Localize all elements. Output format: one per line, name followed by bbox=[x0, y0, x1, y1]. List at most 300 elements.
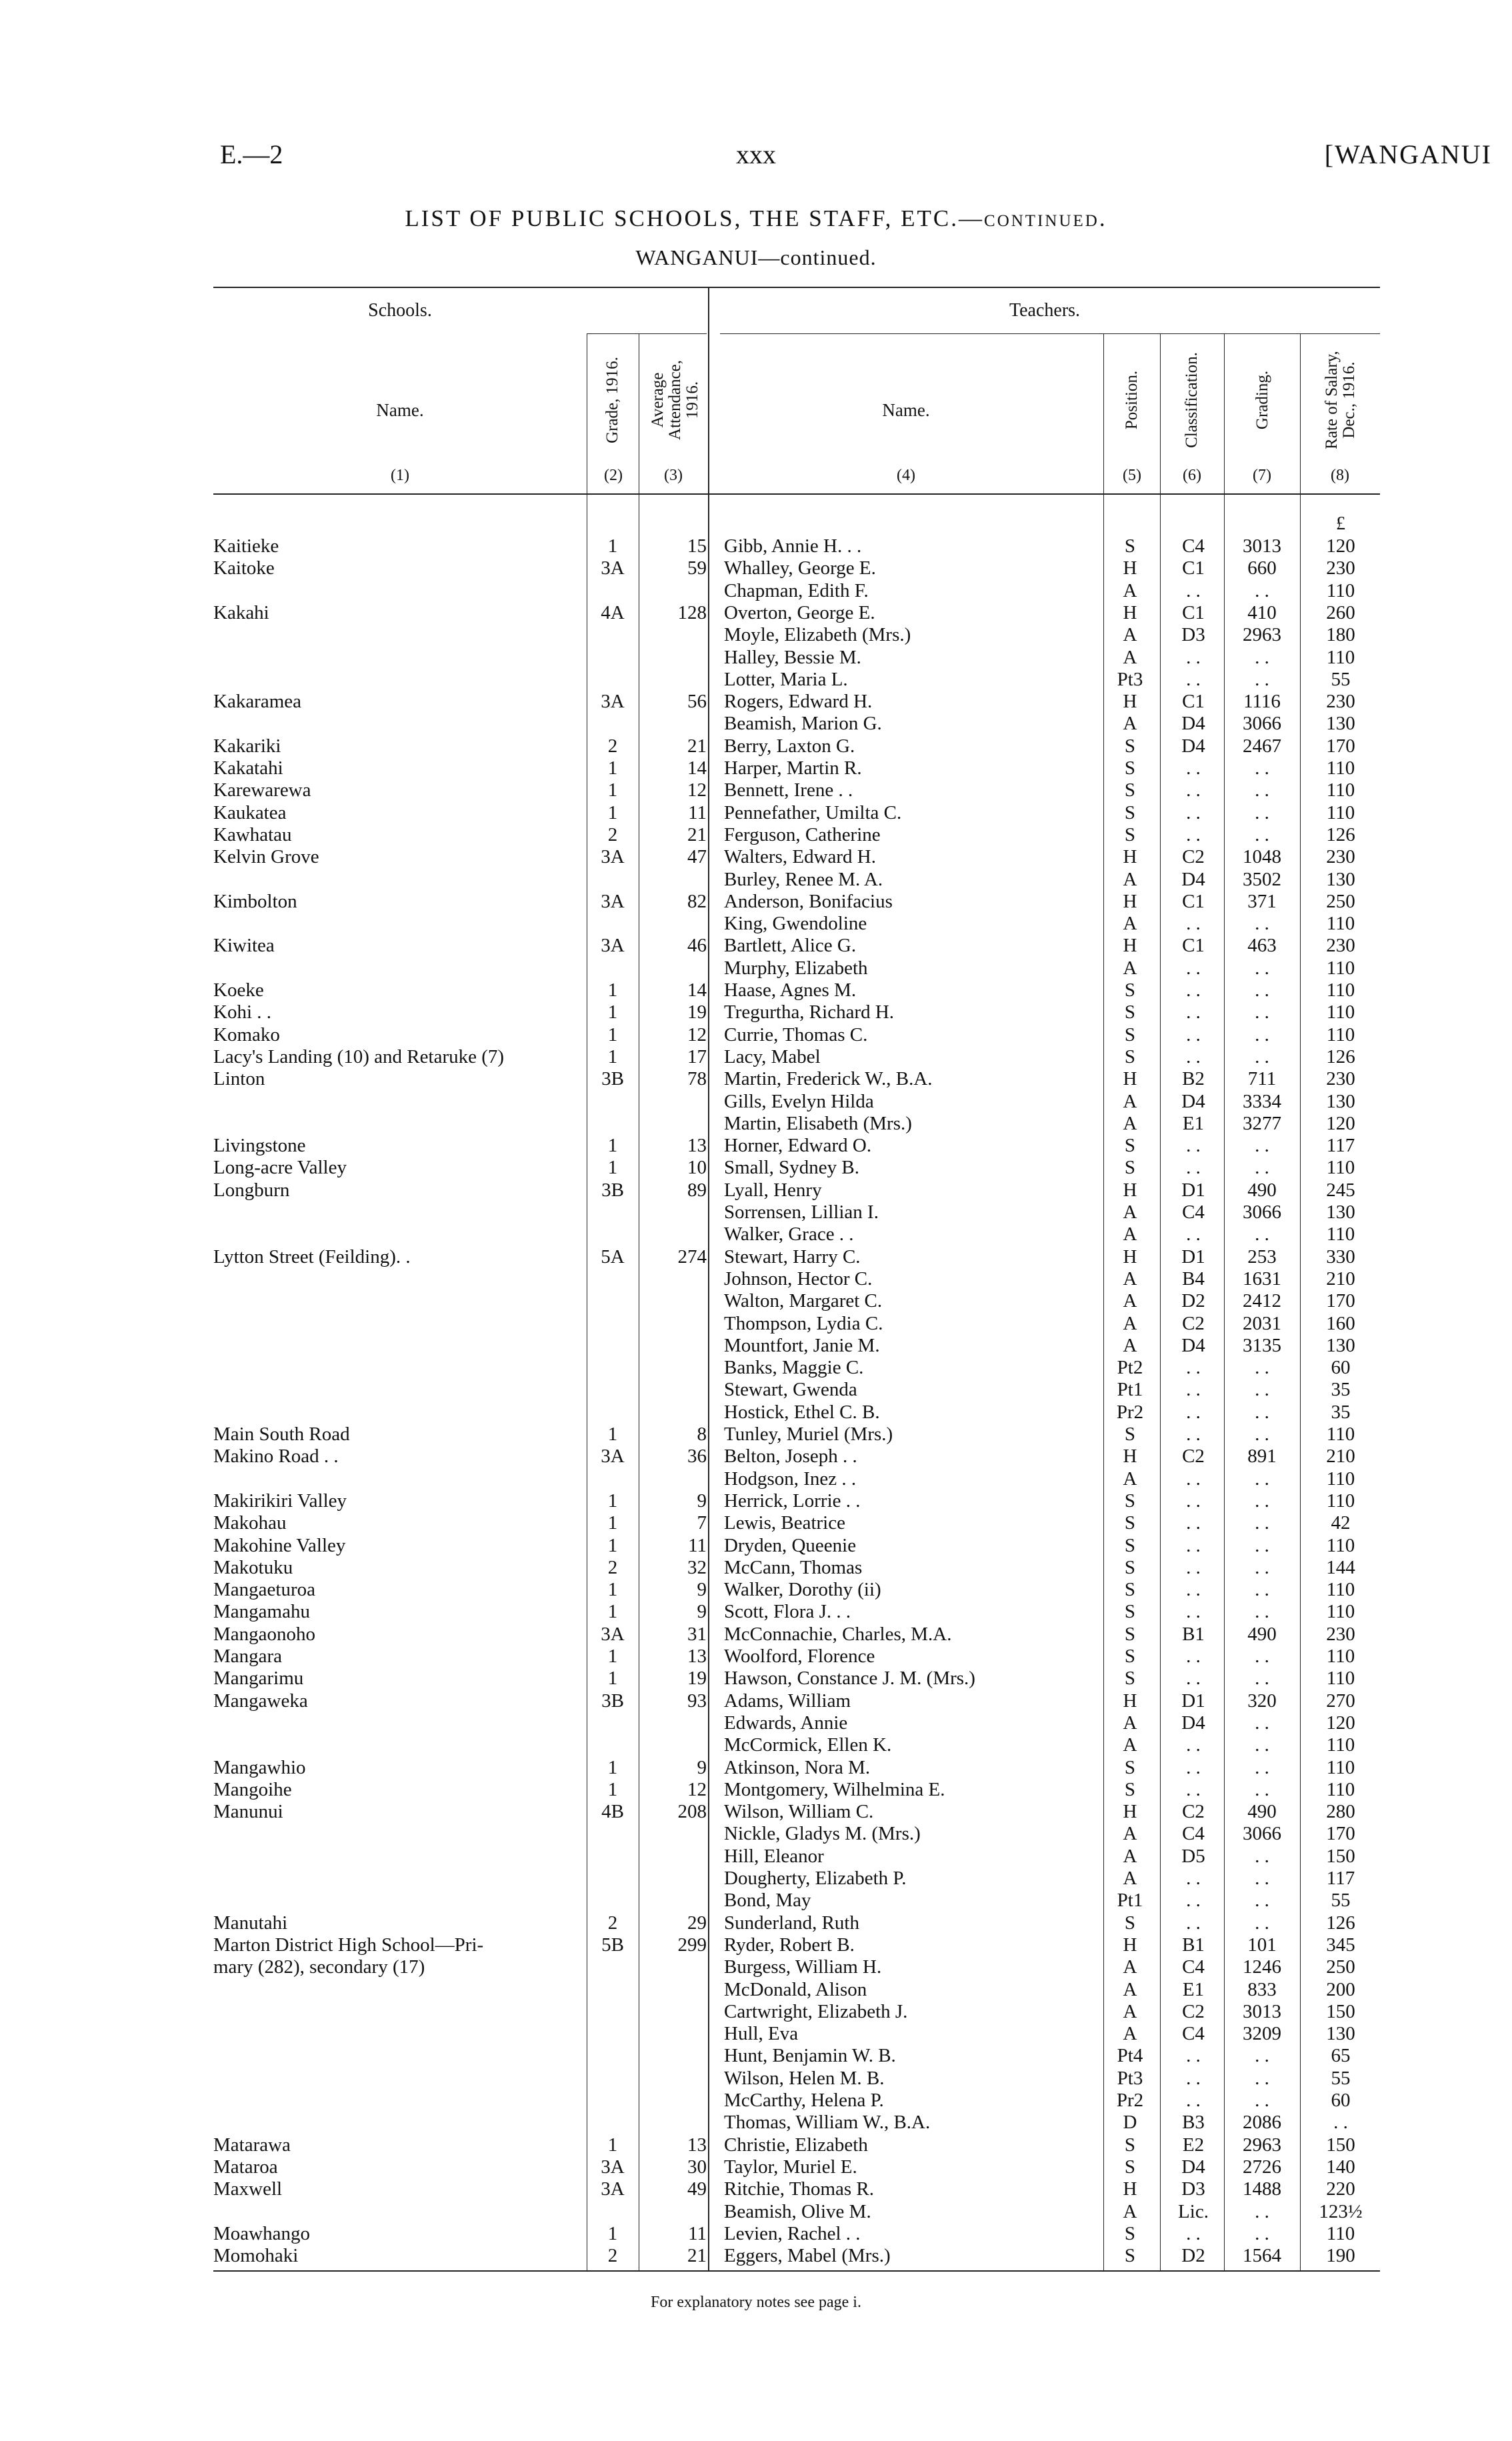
school-name: Kaukatea bbox=[213, 801, 287, 823]
school-attendance: 11 bbox=[688, 2222, 707, 2244]
teacher-position: A bbox=[1123, 2200, 1137, 2222]
teacher-grading: 2726 bbox=[1243, 2156, 1281, 2178]
school-name: Kakatahi bbox=[213, 757, 283, 779]
teacher-position: Pt3 bbox=[1117, 2067, 1143, 2089]
school-name: Mataroa bbox=[213, 2156, 278, 2178]
teacher-classification: . . bbox=[1186, 757, 1201, 779]
teacher-name: Anderson, Bonifacius bbox=[724, 890, 893, 912]
currency-symbol: £ bbox=[1336, 513, 1345, 534]
table-row bbox=[0, 1579, 1512, 1601]
teacher-salary: 42 bbox=[1331, 1512, 1351, 1534]
teacher-classification: E1 bbox=[1182, 1978, 1205, 2000]
school-attendance: 15 bbox=[687, 535, 707, 557]
table-row bbox=[0, 1135, 1512, 1157]
teacher-salary: 110 bbox=[1326, 1468, 1355, 1490]
teacher-salary: 110 bbox=[1326, 579, 1355, 601]
teacher-name-header: Name. bbox=[882, 400, 930, 420]
table-row bbox=[0, 1357, 1512, 1379]
teacher-grading: 1564 bbox=[1243, 2245, 1281, 2267]
teacher-name: Stewart, Harry C. bbox=[724, 1246, 861, 1268]
school-grade: 1 bbox=[607, 1490, 618, 1512]
grade-header: Grade, 1916. bbox=[603, 357, 621, 443]
school-attendance: 17 bbox=[687, 1045, 707, 1067]
table-row bbox=[0, 1313, 1512, 1335]
teacher-grading: 3209 bbox=[1243, 2023, 1281, 2045]
teacher-name: Beamish, Marion G. bbox=[724, 713, 882, 735]
teacher-grading: . . bbox=[1255, 1224, 1269, 1246]
table-row bbox=[0, 1468, 1512, 1490]
table-row bbox=[0, 1024, 1512, 1046]
schools-group-heading: Schools. bbox=[368, 300, 432, 321]
teacher-name: Sorrensen, Lillian I. bbox=[724, 1201, 879, 1223]
teacher-classification: D4 bbox=[1181, 868, 1205, 890]
table-row bbox=[0, 1268, 1512, 1290]
school-attendance: 49 bbox=[687, 2178, 707, 2200]
teacher-name: Hull, Eva bbox=[724, 2023, 799, 2045]
teacher-position: Pr2 bbox=[1116, 1401, 1144, 1423]
school-attendance: 89 bbox=[687, 1179, 707, 1201]
teacher-position: S bbox=[1124, 1490, 1136, 1512]
teacher-name: Hill, Eleanor bbox=[724, 1845, 824, 1867]
teacher-classification: . . bbox=[1186, 1224, 1201, 1246]
table-row bbox=[0, 2223, 1512, 2245]
school-grade: 5B bbox=[601, 1934, 624, 1956]
teacher-salary: 65 bbox=[1331, 2045, 1351, 2067]
teacher-salary: 160 bbox=[1326, 1312, 1355, 1334]
table-row bbox=[0, 1979, 1512, 2001]
teacher-position: A bbox=[1123, 913, 1137, 935]
teacher-position: Pt1 bbox=[1117, 1379, 1143, 1401]
school-grade: 1 bbox=[607, 979, 618, 1001]
teacher-grading: 3013 bbox=[1243, 535, 1281, 557]
teacher-name: Bartlett, Alice G. bbox=[724, 935, 857, 957]
teacher-grading: 1488 bbox=[1243, 2178, 1281, 2200]
table-row bbox=[0, 1779, 1512, 1801]
school-attendance: 8 bbox=[697, 1424, 707, 1445]
teacher-salary: 110 bbox=[1326, 1646, 1355, 1667]
teacher-salary: 140 bbox=[1326, 2156, 1355, 2178]
table-row bbox=[0, 1734, 1512, 1756]
teacher-name: Hostick, Ethel C. B. bbox=[724, 1401, 880, 1423]
teacher-position: A bbox=[1123, 624, 1137, 646]
teacher-classification: D5 bbox=[1181, 1845, 1205, 1867]
teacher-classification: . . bbox=[1186, 1912, 1201, 1934]
table-row bbox=[0, 624, 1512, 646]
teacher-position: S bbox=[1124, 1601, 1136, 1623]
teacher-name: Wilson, Helen M. B. bbox=[724, 2067, 885, 2089]
table-row bbox=[0, 779, 1512, 801]
teacher-classification: D1 bbox=[1181, 1246, 1205, 1268]
teacher-position: A bbox=[1123, 1468, 1137, 1490]
teacher-position: S bbox=[1124, 823, 1136, 845]
teacher-name: Tregurtha, Richard H. bbox=[724, 1001, 895, 1023]
teacher-grading: 253 bbox=[1247, 1246, 1277, 1268]
teacher-grading: . . bbox=[1255, 1401, 1269, 1423]
teacher-grading: . . bbox=[1255, 1045, 1269, 1067]
teacher-classification: D2 bbox=[1181, 1290, 1205, 1312]
teacher-name: Herrick, Lorrie . . bbox=[724, 1490, 861, 1512]
teacher-classification: C4 bbox=[1182, 1956, 1205, 1978]
school-attendance: 299 bbox=[677, 1934, 707, 1956]
school-grade: 3A bbox=[601, 1623, 625, 1645]
table-row bbox=[0, 2090, 1512, 2112]
teacher-position: S bbox=[1124, 1556, 1136, 1578]
teacher-grading: 2412 bbox=[1243, 1290, 1281, 1312]
teacher-classification: D4 bbox=[1181, 2156, 1205, 2178]
teacher-grading: 2963 bbox=[1243, 624, 1281, 646]
school-grade: 3A bbox=[601, 1446, 625, 1468]
table-row bbox=[0, 913, 1512, 935]
teacher-position: Pr2 bbox=[1116, 2090, 1144, 2111]
teacher-position: A bbox=[1123, 1956, 1137, 1978]
school-grade: 1 bbox=[607, 1601, 618, 1623]
teacher-classification: . . bbox=[1186, 779, 1201, 801]
school-name: Momohaki bbox=[213, 2245, 299, 2267]
teacher-salary: 110 bbox=[1326, 1001, 1355, 1023]
teacher-salary: 126 bbox=[1326, 823, 1355, 845]
teacher-grading: . . bbox=[1255, 1023, 1269, 1045]
teacher-classification: C2 bbox=[1182, 1801, 1205, 1823]
table-row bbox=[0, 1179, 1512, 1201]
teacher-salary: 230 bbox=[1326, 557, 1355, 579]
teacher-name: Levien, Rachel . . bbox=[724, 2222, 861, 2244]
teacher-salary: 60 bbox=[1331, 2090, 1351, 2111]
school-grade: 2 bbox=[607, 2245, 618, 2267]
teacher-classification: . . bbox=[1186, 1045, 1201, 1067]
teacher-salary: 130 bbox=[1326, 868, 1355, 890]
teacher-name: Bennett, Irene . . bbox=[724, 779, 853, 801]
teacher-classification: . . bbox=[1186, 1756, 1201, 1778]
teacher-position: S bbox=[1124, 979, 1136, 1001]
teacher-name: Haase, Agnes M. bbox=[724, 979, 857, 1001]
teacher-classification: . . bbox=[1186, 2222, 1201, 2244]
teacher-grading: 833 bbox=[1247, 1978, 1277, 2000]
teacher-name: Lacy, Mabel bbox=[724, 1045, 821, 1067]
teacher-salary: 210 bbox=[1326, 1446, 1355, 1468]
teacher-position: A bbox=[1123, 1978, 1137, 2000]
teacher-name: Bond, May bbox=[724, 1890, 811, 1912]
teacher-salary: 120 bbox=[1326, 1712, 1355, 1734]
table-row bbox=[0, 2134, 1512, 2156]
teacher-name: Christie, Elizabeth bbox=[724, 2134, 868, 2156]
table-row bbox=[0, 713, 1512, 735]
school-name: Makohau bbox=[213, 1512, 287, 1534]
school-name: Mangoihe bbox=[213, 1778, 292, 1800]
teacher-position: H bbox=[1123, 691, 1137, 713]
col-number: (6) bbox=[1183, 467, 1201, 484]
teacher-grading: . . bbox=[1255, 1912, 1269, 1934]
teacher-salary: 130 bbox=[1326, 713, 1355, 735]
teacher-grading: . . bbox=[1255, 2222, 1269, 2244]
school-attendance: 11 bbox=[688, 1534, 707, 1556]
school-name: Longburn bbox=[213, 1179, 290, 1201]
page-title: LIST OF PUBLIC SCHOOLS, THE STAFF, ETC.—continued. bbox=[405, 205, 1107, 231]
teacher-name: Whalley, George E. bbox=[724, 557, 876, 579]
table-row bbox=[0, 1646, 1512, 1668]
teacher-position: S bbox=[1124, 1135, 1136, 1157]
teacher-grading: 490 bbox=[1247, 1623, 1277, 1645]
teacher-grading: 2031 bbox=[1243, 1312, 1281, 1334]
school-grade: 2 bbox=[607, 1556, 618, 1578]
teacher-grading: . . bbox=[1255, 2067, 1269, 2089]
teacher-salary: 210 bbox=[1326, 1268, 1355, 1290]
table-row bbox=[0, 757, 1512, 779]
teacher-salary: 130 bbox=[1326, 2023, 1355, 2045]
teacher-salary: 110 bbox=[1326, 1534, 1355, 1556]
teacher-salary: 110 bbox=[1326, 801, 1355, 823]
teacher-grading: . . bbox=[1255, 1468, 1269, 1490]
table-row bbox=[0, 1201, 1512, 1224]
teacher-name: McConnachie, Charles, M.A. bbox=[724, 1623, 952, 1645]
teacher-classification: . . bbox=[1186, 801, 1201, 823]
teacher-salary: 110 bbox=[1326, 1224, 1355, 1246]
school-grade: 3A bbox=[601, 846, 625, 868]
teacher-position: A bbox=[1123, 1712, 1137, 1734]
school-name: Karewarewa bbox=[213, 779, 311, 801]
teacher-position: S bbox=[1124, 535, 1136, 557]
teacher-classification: B3 bbox=[1182, 2112, 1205, 2134]
teacher-classification: . . bbox=[1186, 1646, 1201, 1667]
teacher-classification: . . bbox=[1186, 1601, 1201, 1623]
school-attendance: 9 bbox=[697, 1601, 707, 1623]
teacher-name: McCormick, Ellen K. bbox=[724, 1734, 892, 1756]
teacher-grading: . . bbox=[1255, 1135, 1269, 1157]
teacher-salary: 110 bbox=[1326, 1023, 1355, 1045]
teacher-salary: 60 bbox=[1331, 1357, 1351, 1379]
teacher-grading: . . bbox=[1255, 957, 1269, 979]
table-row bbox=[0, 1335, 1512, 1357]
teacher-grading: 3502 bbox=[1243, 868, 1281, 890]
table-row bbox=[0, 1757, 1512, 1779]
table-row bbox=[0, 1535, 1512, 1557]
teacher-position: S bbox=[1124, 1157, 1136, 1179]
school-name: Livingstone bbox=[213, 1135, 306, 1157]
teacher-name: Small, Sydney B. bbox=[724, 1157, 860, 1179]
school-grade: 1 bbox=[607, 801, 618, 823]
teacher-grading: 3066 bbox=[1243, 1823, 1281, 1845]
school-attendance: 30 bbox=[687, 2156, 707, 2178]
teacher-classification: B2 bbox=[1182, 1068, 1205, 1090]
school-grade: 1 bbox=[607, 1157, 618, 1179]
teacher-position: H bbox=[1123, 935, 1137, 957]
school-name: Mangaweka bbox=[213, 1690, 308, 1712]
teacher-position: S bbox=[1124, 2222, 1136, 2244]
school-name: Kimbolton bbox=[213, 890, 297, 912]
school-name: Mangaeturoa bbox=[213, 1579, 315, 1601]
teacher-position: A bbox=[1123, 579, 1137, 601]
table-row bbox=[0, 1912, 1512, 1934]
teacher-name: Halley, Bessie M. bbox=[724, 646, 861, 668]
teacher-grading: . . bbox=[1255, 1668, 1269, 1690]
school-grade: 1 bbox=[607, 779, 618, 801]
teacher-classification: . . bbox=[1186, 1135, 1201, 1157]
teacher-position: Pt1 bbox=[1117, 1890, 1143, 1912]
teacher-name: Walters, Edward H. bbox=[724, 846, 876, 868]
table-row bbox=[0, 1424, 1512, 1446]
school-name-header: Name. bbox=[376, 400, 424, 420]
teacher-name: Hodgson, Inez . . bbox=[724, 1468, 857, 1490]
teacher-classification: E2 bbox=[1182, 2134, 1205, 2156]
teacher-salary: 123½ bbox=[1319, 2200, 1363, 2222]
salary-header: Rate of Salary, Dec., 1916. bbox=[1323, 351, 1358, 449]
teacher-salary: 190 bbox=[1326, 2245, 1355, 2267]
school-grade: 3B bbox=[601, 1179, 624, 1201]
school-name: Kawhatau bbox=[213, 823, 292, 845]
teacher-grading: . . bbox=[1255, 1734, 1269, 1756]
table-row bbox=[0, 647, 1512, 669]
teacher-name: Martin, Frederick W., B.A. bbox=[724, 1068, 933, 1090]
teacher-classification: D4 bbox=[1181, 1090, 1205, 1112]
school-grade: 1 bbox=[607, 535, 618, 557]
table-row bbox=[0, 846, 1512, 868]
teacher-classification: C2 bbox=[1182, 1312, 1205, 1334]
teacher-salary: 230 bbox=[1326, 1623, 1355, 1645]
teacher-grading: . . bbox=[1255, 1601, 1269, 1623]
teacher-grading: 320 bbox=[1247, 1690, 1277, 1712]
teacher-position: A bbox=[1123, 1112, 1137, 1134]
table-row bbox=[0, 1823, 1512, 1845]
teacher-position: S bbox=[1124, 1023, 1136, 1045]
teacher-salary: 120 bbox=[1326, 1112, 1355, 1134]
school-grade: 1 bbox=[607, 1023, 618, 1045]
teacher-salary: 170 bbox=[1326, 1823, 1355, 1845]
teacher-classification: . . bbox=[1186, 1890, 1201, 1912]
teacher-classification: . . bbox=[1186, 1778, 1201, 1800]
teacher-classification: E1 bbox=[1182, 1112, 1205, 1134]
teacher-position: S bbox=[1124, 757, 1136, 779]
table-row bbox=[0, 557, 1512, 579]
teacher-name: Cartwright, Elizabeth J. bbox=[724, 2000, 908, 2022]
table-row bbox=[0, 891, 1512, 913]
col-number: (2) bbox=[604, 467, 623, 484]
teacher-name: Lyall, Henry bbox=[724, 1179, 822, 1201]
table-row bbox=[0, 1246, 1512, 1268]
teacher-name: Wilson, William C. bbox=[724, 1801, 874, 1823]
teacher-name: Burley, Renee M. A. bbox=[724, 868, 883, 890]
teacher-classification: . . bbox=[1186, 2067, 1201, 2089]
table-row bbox=[0, 957, 1512, 979]
school-grade: 3A bbox=[601, 557, 625, 579]
teacher-name: Gills, Evelyn Hilda bbox=[724, 1090, 874, 1112]
teacher-salary: 35 bbox=[1331, 1401, 1351, 1423]
teacher-name: Hawson, Constance J. M. (Mrs.) bbox=[724, 1668, 975, 1690]
table-row bbox=[0, 1801, 1512, 1823]
school-attendance: 21 bbox=[687, 735, 707, 757]
teacher-grading: 2467 bbox=[1243, 735, 1281, 757]
teacher-name: Ryder, Robert B. bbox=[724, 1934, 855, 1956]
teacher-position: A bbox=[1123, 1268, 1137, 1290]
school-name: Lytton Street (Feilding). . bbox=[213, 1246, 411, 1268]
teacher-classification: C1 bbox=[1182, 890, 1205, 912]
school-attendance: 47 bbox=[687, 846, 707, 868]
teacher-grading: . . bbox=[1255, 1579, 1269, 1601]
teacher-name: Tunley, Muriel (Mrs.) bbox=[724, 1424, 893, 1445]
teacher-classification: . . bbox=[1186, 823, 1201, 845]
teacher-name: Hunt, Benjamin W. B. bbox=[724, 2045, 896, 2067]
school-grade: 1 bbox=[607, 1512, 618, 1534]
teacher-classification: D4 bbox=[1181, 735, 1205, 757]
teacher-position: S bbox=[1124, 1534, 1136, 1556]
teacher-position: A bbox=[1123, 1201, 1137, 1223]
school-grade: 2 bbox=[607, 823, 618, 845]
teacher-grading: . . bbox=[1255, 1845, 1269, 1867]
table-row bbox=[0, 1868, 1512, 1890]
teacher-grading: . . bbox=[1255, 579, 1269, 601]
teacher-salary: 117 bbox=[1326, 1135, 1355, 1157]
teacher-position: S bbox=[1124, 2245, 1136, 2267]
school-name: Komako bbox=[213, 1023, 280, 1045]
teacher-salary: 110 bbox=[1326, 779, 1355, 801]
school-attendance: 29 bbox=[687, 1912, 707, 1934]
table-row bbox=[0, 2045, 1512, 2067]
table-row bbox=[0, 1557, 1512, 1579]
school-attendance: 12 bbox=[687, 1023, 707, 1045]
school-name: Kiwitea bbox=[213, 935, 275, 957]
teacher-grading: 410 bbox=[1247, 601, 1277, 623]
school-name: Kakaramea bbox=[213, 691, 302, 713]
teacher-position: A bbox=[1123, 2023, 1137, 2045]
school-grade: 1 bbox=[607, 757, 618, 779]
teacher-salary: 130 bbox=[1326, 1201, 1355, 1223]
school-name: Main South Road bbox=[213, 1424, 350, 1445]
teacher-salary: 110 bbox=[1326, 757, 1355, 779]
teacher-name: Woolford, Florence bbox=[724, 1646, 875, 1667]
school-name: Kohi . . bbox=[213, 1001, 271, 1023]
school-grade: 3A bbox=[601, 890, 625, 912]
teacher-salary: 110 bbox=[1326, 1424, 1355, 1445]
teacher-salary: 270 bbox=[1326, 1690, 1355, 1712]
footnote: For explanatory notes see page i. bbox=[651, 2294, 861, 2311]
teacher-salary: 230 bbox=[1326, 691, 1355, 713]
table-row bbox=[0, 735, 1512, 757]
school-name: Matarawa bbox=[213, 2134, 291, 2156]
teacher-position: H bbox=[1123, 1179, 1137, 1201]
teacher-grading: . . bbox=[1255, 1868, 1269, 1889]
school-attendance: 9 bbox=[697, 1579, 707, 1601]
school-name: Maxwell bbox=[213, 2178, 283, 2200]
table-row bbox=[0, 1157, 1512, 1179]
teacher-classification: . . bbox=[1186, 1157, 1201, 1179]
school-name: Moawhango bbox=[213, 2222, 310, 2244]
school-name: Makotuku bbox=[213, 1556, 293, 1578]
teacher-classification: . . bbox=[1186, 1468, 1201, 1490]
teacher-position: A bbox=[1123, 1334, 1137, 1356]
teacher-position: A bbox=[1123, 1823, 1137, 1845]
teacher-name: Chapman, Edith F. bbox=[724, 579, 869, 601]
teacher-grading: 3135 bbox=[1243, 1334, 1281, 1356]
school-attendance: 19 bbox=[687, 1668, 707, 1690]
school-attendance: 9 bbox=[697, 1756, 707, 1778]
school-name: Mangaonoho bbox=[213, 1623, 316, 1645]
teacher-salary: 230 bbox=[1326, 1068, 1355, 1090]
teacher-position: H bbox=[1123, 2178, 1137, 2200]
table-row bbox=[0, 1934, 1512, 1956]
school-grade: 4B bbox=[601, 1801, 624, 1823]
header-bottom-rule bbox=[213, 493, 1380, 495]
col-number: (1) bbox=[391, 467, 409, 484]
school-name: Manunui bbox=[213, 1801, 283, 1823]
teacher-position: A bbox=[1123, 957, 1137, 979]
table-row bbox=[0, 1091, 1512, 1113]
table-row bbox=[0, 1712, 1512, 1734]
school-name: Kelvin Grove bbox=[213, 846, 319, 868]
teacher-salary: 150 bbox=[1326, 2134, 1355, 2156]
teacher-name: Horner, Edward O. bbox=[724, 1135, 872, 1157]
teacher-grading: . . bbox=[1255, 1001, 1269, 1023]
table-row bbox=[0, 2178, 1512, 2200]
teacher-salary: 120 bbox=[1326, 535, 1355, 557]
teacher-classification: D4 bbox=[1181, 1712, 1205, 1734]
